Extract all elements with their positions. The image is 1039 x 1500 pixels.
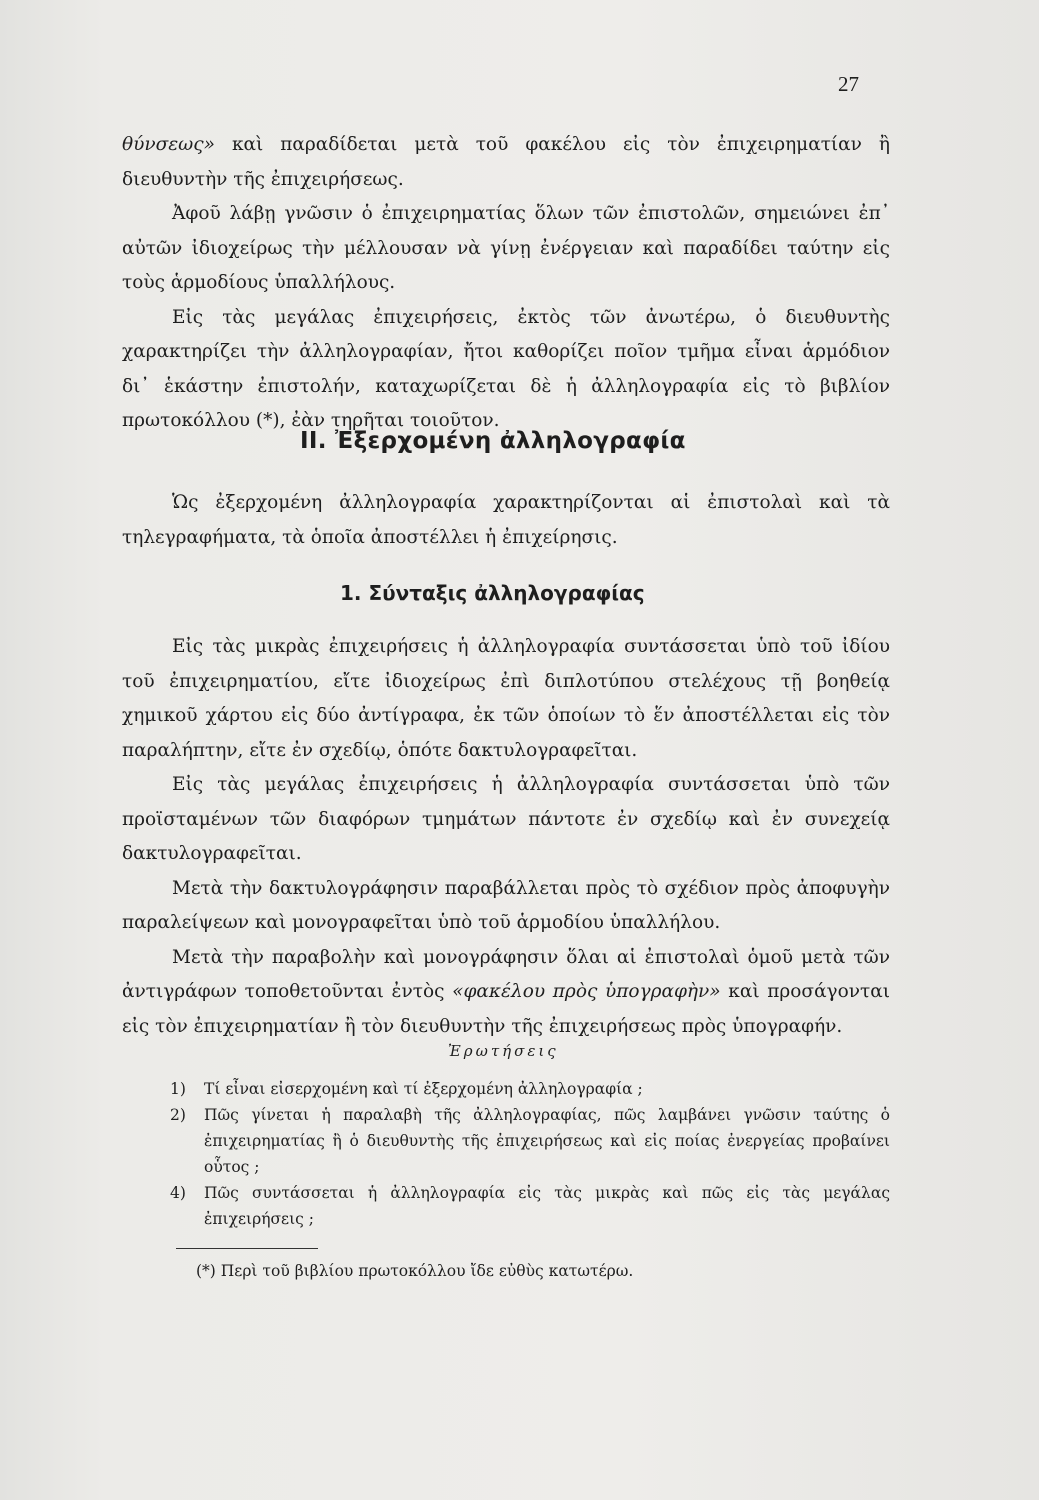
footnote-divider xyxy=(176,1248,318,1249)
paragraph-text: καὶ προσάγονται εἰς τὸν ἐπιχειρηματίαν ἢ τὸν διευθυντὴν τῆς ἐπιχειρήσεως πρὸς ὑπογραφήν. xyxy=(122,981,890,1037)
questions-list xyxy=(170,1076,890,1232)
section-text-block xyxy=(122,486,890,555)
question-item xyxy=(170,1180,890,1232)
question-item xyxy=(170,1102,890,1180)
paragraph xyxy=(122,941,890,1045)
intro-text-block xyxy=(122,128,890,439)
question-item xyxy=(170,1076,890,1102)
paragraph-continuation xyxy=(122,128,890,197)
page-number: 27 xyxy=(838,72,859,96)
paragraph-text: Μετὰ τὴν παραβολὴν καὶ μονογράφησιν ὅλαι αἱ ἐπιστολαὶ ὁμοῦ μετὰ τῶν ἀντιγράφων τοποθετοῦνται ἐντὸς xyxy=(122,946,890,1002)
question-number: 1) xyxy=(170,1080,186,1098)
questions-title: Ἐρωτήσεις xyxy=(448,1042,559,1060)
question-number: 2) xyxy=(170,1106,186,1124)
footnote: (*) Περὶ τοῦ βιβλίου πρωτοκόλλου ἴδε εὐθὺς κατωτέρω. xyxy=(196,1262,634,1280)
italic-phrase: «φακέλου πρὸς ὑπογραφὴν» xyxy=(452,981,721,1002)
section-heading: II. Ἐξερχομένη ἀλληλογραφία xyxy=(300,428,686,454)
paragraph: Εἰς τὰς μεγάλας ἐπιχειρήσεις, ἐκτὸς τῶν ἀνωτέρω, ὁ διευθυντὴς χαρακτηρίζει τὴν ἀλληλογραφίαν, ἤτοι καθορίζει ποῖον τμῆμα εἶναι ἁρμόδιον δι᾽ ἑκάστην ἐπιστολήν, καταχωρίζεται δὲ ἡ ἀλληλογραφία εἰς τὸ βιβλίον πρωτοκόλλου (*), ἐὰν τηρῆται τοιοῦτον. xyxy=(122,306,890,431)
subsection-heading: 1. Σύνταξις ἀλληλογραφίας xyxy=(340,581,645,605)
question-text: Τί εἶναι εἰσερχομένη καὶ τί ἐξερχομένη ἀλληλογραφία ; xyxy=(204,1080,643,1098)
paragraph: Μετὰ τὴν δακτυλογράφησιν παραβάλλεται πρὸς τὸ σχέδιον πρὸς ἀποφυγὴν παραλείψεων καὶ μονογραφεῖται ὑπὸ τοῦ ἁρμοδίου ὑπαλλήλου. xyxy=(122,877,890,933)
subsection-text-block xyxy=(122,630,890,1044)
question-number: 4) xyxy=(170,1184,186,1202)
paragraph: Εἰς τὰς μεγάλας ἐπιχειρήσεις ἡ ἀλληλογραφία συντάσσεται ὑπὸ τῶν προϊσταμένων τῶν διαφόρων τμημάτων πάντοτε ἐν σχεδίῳ καὶ ἐν συνεχείᾳ δακτυλογραφεῖται. xyxy=(122,774,890,864)
question-text: Πῶς γίνεται ἡ παραλαβὴ τῆς ἀλληλογραφίας, πῶς λαμβάνει γνῶσιν ταύτης ὁ ἐπιχειρηματίας ἢ ὁ διευθυντὴς τῆς ἐπιχειρήσεως καὶ εἰς ποίας ἐνεργείας προβαίνει οὗτος ; xyxy=(204,1106,890,1176)
paragraph: Ὡς ἐξερχομένη ἀλληλογραφία χαρακτηρίζονται αἱ ἐπιστολαὶ καὶ τὰ τηλεγραφήματα, τὰ ὁποῖα ἀποστέλλει ἡ ἐπιχείρησις. xyxy=(122,492,890,548)
question-text: Πῶς συντάσσεται ἡ ἀλληλογραφία εἰς τὰς μικρὰς καὶ πῶς εἰς τὰς μεγάλας ἐπιχειρήσεις ; xyxy=(204,1184,890,1228)
paragraph: Εἰς τὰς μικρὰς ἐπιχειρήσεις ἡ ἀλληλογραφία συντάσσεται ὑπὸ τοῦ ἰδίου τοῦ ἐπιχειρηματίου, εἴτε ἰδιοχείρως ἐπὶ διπλοτύπου στελέχους τῇ βοηθείᾳ χημικοῦ χάρτου εἰς δύο ἀντίγραφα, ἐκ τῶν ὁποίων τὸ ἕν ἀποστέλλεται εἰς τὸν παραλήπτην, εἴτε ἐν σχεδίῳ, ὁπότε δακτυλογραφεῖται. xyxy=(122,636,890,761)
paragraph-text: καὶ παραδίδεται μετὰ τοῦ φακέλου εἰς τὸν ἐπιχειρηματίαν ἢ διευθυντὴν τῆς ἐπιχειρήσεως. xyxy=(122,134,890,190)
paragraph: Ἀφοῦ λάβῃ γνῶσιν ὁ ἐπιχειρηματίας ὅλων τῶν ἐπιστολῶν, σημειώνει ἐπ᾽ αὐτῶν ἰδιοχείρως τὴν μέλλουσαν νὰ γίνῃ ἐνέργειαν καὶ παραδίδει ταύτην εἰς τοὺς ἁρμοδίους ὑπαλλήλους. xyxy=(122,203,890,293)
italic-word: θύνσεως» xyxy=(122,134,215,155)
